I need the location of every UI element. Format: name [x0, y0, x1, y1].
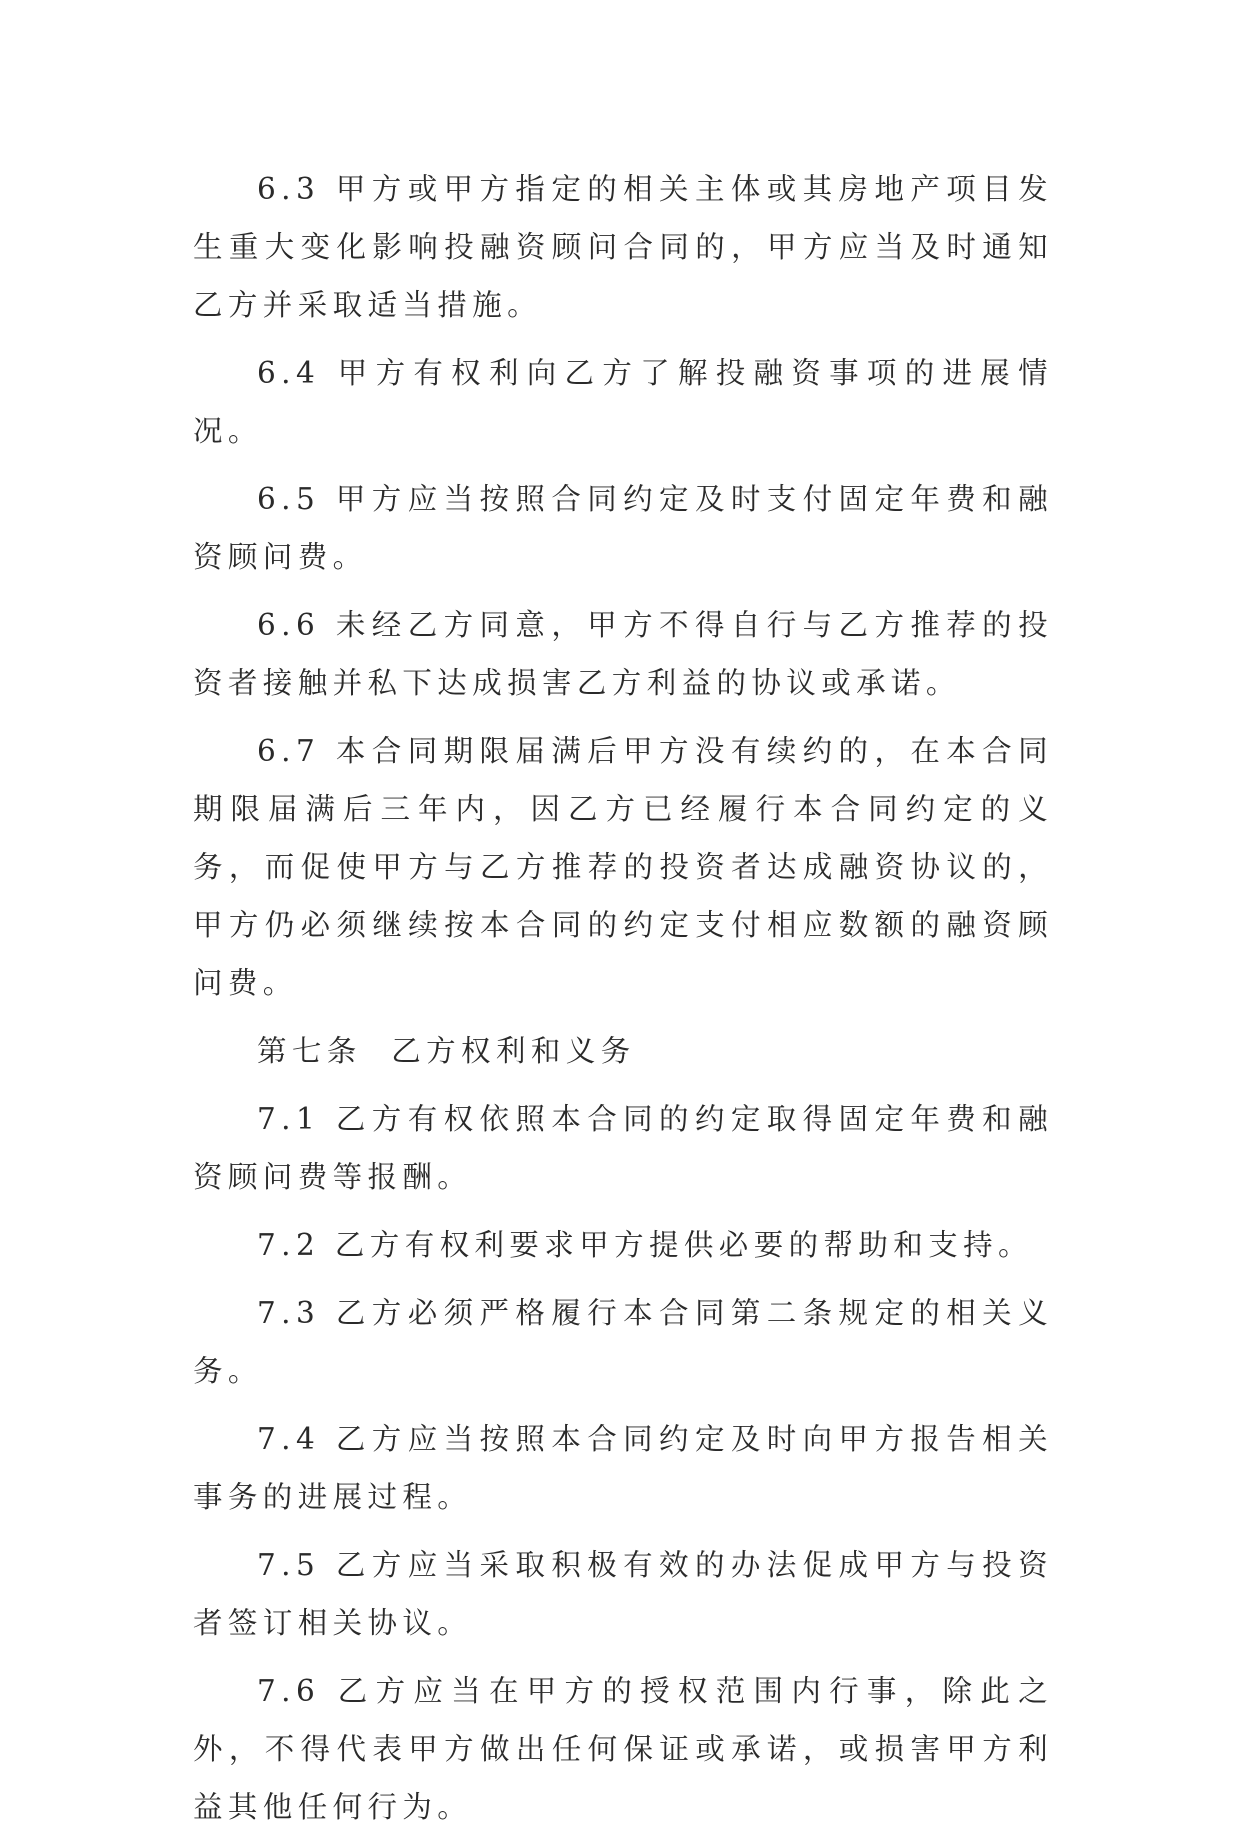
- clause-7-1: 7.1 乙方有权依照本合同的约定取得固定年费和融资顾问费等报酬。: [193, 1102, 1053, 1194]
- clause-7-3: 7.3 乙方必须严格履行本合同第二条规定的相关义务。: [193, 1296, 1053, 1388]
- clause-6-7: 6.7 本合同期限届满后甲方没有续约的，在本合同期限届满后三年内，因乙方已经履行本合同约定的义务，而促使甲方与乙方推荐的投资者达成融资协议的，甲方仍必须继续按本合同的约定支付相应数额的融资顾问费。: [193, 734, 1053, 1000]
- clause-7-5: 7.5 乙方应当采取积极有效的办法促成甲方与投资者签订相关协议。: [193, 1548, 1053, 1640]
- clause-6-4: 6.4 甲方有权利向乙方了解投融资事项的进展情况。: [193, 356, 1053, 448]
- document-body: [193, 160, 1053, 1846]
- clause-6-5: 6.5 甲方应当按照合同约定及时支付固定年费和融资顾问费。: [193, 482, 1053, 574]
- article-7-heading: 第七条 乙方权利和义务: [257, 1034, 636, 1068]
- clause-6-6: 6.6 未经乙方同意，甲方不得自行与乙方推荐的投资者接触并私下达成损害乙方利益的协议或承诺。: [193, 608, 1053, 700]
- clause-7-6: 7.6 乙方应当在甲方的授权范围内行事，除此之外，不得代表甲方做出任何保证或承诺，或损害甲方利益其他任何行为。: [193, 1674, 1053, 1824]
- clause-7-2: 7.2 乙方有权利要求甲方提供必要的帮助和支持。: [257, 1228, 1033, 1262]
- clause-6-3: 6.3 甲方或甲方指定的相关主体或其房地产项目发生重大变化影响投融资顾问合同的，甲方应当及时通知乙方并采取适当措施。: [193, 172, 1053, 322]
- clause-7-4: 7.4 乙方应当按照本合同约定及时向甲方报告相关事务的进展过程。: [193, 1422, 1053, 1514]
